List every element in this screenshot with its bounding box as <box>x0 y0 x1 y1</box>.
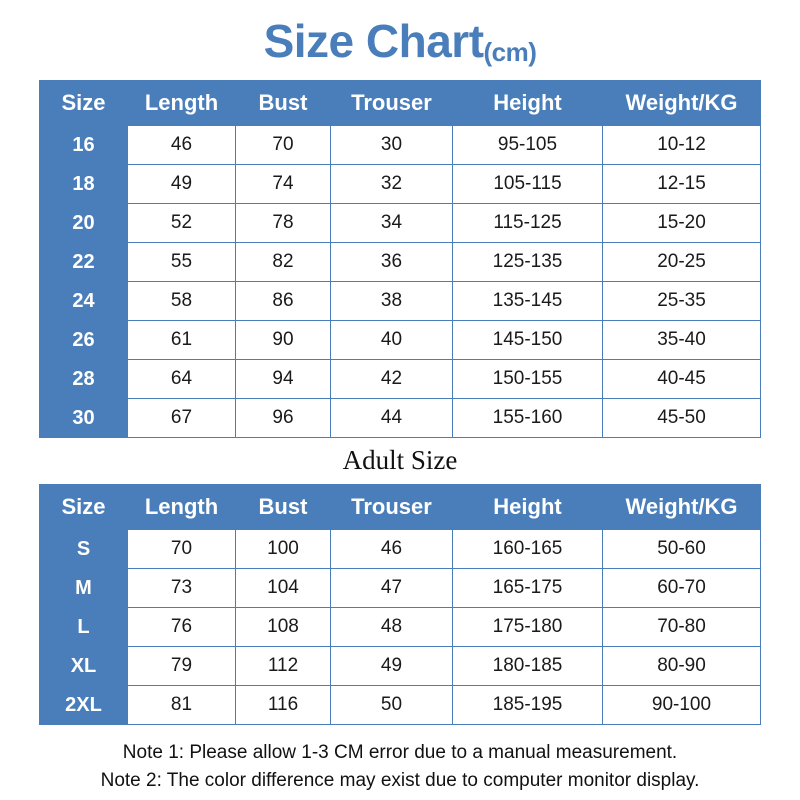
cell-trouser: 46 <box>331 530 453 569</box>
cell-height: 155-160 <box>453 399 603 438</box>
table-header-row <box>40 485 761 530</box>
adult-table-body <box>40 530 761 725</box>
column-header-trouser: Trouser <box>331 485 453 530</box>
adult-size-table-wrapper <box>0 484 800 725</box>
cell-weight: 90-100 <box>603 686 761 725</box>
cell-bust: 90 <box>236 321 331 360</box>
cell-height: 175-180 <box>453 608 603 647</box>
column-header-height: Height <box>453 485 603 530</box>
cell-weight: 12-15 <box>603 165 761 204</box>
cell-trouser: 38 <box>331 282 453 321</box>
cell-bust: 100 <box>236 530 331 569</box>
adult-size-subtitle: Adult Size <box>342 445 458 475</box>
cell-bust: 94 <box>236 360 331 399</box>
cell-length: 81 <box>128 686 236 725</box>
column-header-length: Length <box>128 81 236 126</box>
page-title <box>0 0 800 68</box>
table-row <box>40 686 761 725</box>
cell-length: 55 <box>128 243 236 282</box>
cell-size: 20 <box>40 204 128 243</box>
cell-size: 22 <box>40 243 128 282</box>
cell-height: 185-195 <box>453 686 603 725</box>
table-row <box>40 608 761 647</box>
table-row <box>40 399 761 438</box>
cell-length: 46 <box>128 126 236 165</box>
cell-bust: 74 <box>236 165 331 204</box>
cell-trouser: 49 <box>331 647 453 686</box>
cell-bust: 108 <box>236 608 331 647</box>
cell-length: 52 <box>128 204 236 243</box>
cell-size: XL <box>40 647 128 686</box>
column-header-trouser: Trouser <box>331 81 453 126</box>
cell-weight: 10-12 <box>603 126 761 165</box>
cell-weight: 50-60 <box>603 530 761 569</box>
cell-length: 58 <box>128 282 236 321</box>
cell-trouser: 34 <box>331 204 453 243</box>
column-header-height: Height <box>453 81 603 126</box>
cell-weight: 15-20 <box>603 204 761 243</box>
table-row <box>40 243 761 282</box>
cell-height: 165-175 <box>453 569 603 608</box>
table-row <box>40 282 761 321</box>
cell-weight: 35-40 <box>603 321 761 360</box>
cell-height: 145-150 <box>453 321 603 360</box>
cell-trouser: 42 <box>331 360 453 399</box>
cell-weight: 80-90 <box>603 647 761 686</box>
cell-bust: 96 <box>236 399 331 438</box>
cell-length: 49 <box>128 165 236 204</box>
cell-size: 26 <box>40 321 128 360</box>
notes-section <box>0 739 800 794</box>
cell-trouser: 50 <box>331 686 453 725</box>
table-row <box>40 204 761 243</box>
cell-weight: 60-70 <box>603 569 761 608</box>
cell-height: 150-155 <box>453 360 603 399</box>
cell-height: 125-135 <box>453 243 603 282</box>
cell-size: M <box>40 569 128 608</box>
adult-table-header <box>40 485 761 530</box>
cell-trouser: 44 <box>331 399 453 438</box>
cell-length: 64 <box>128 360 236 399</box>
column-header-size: Size <box>40 485 128 530</box>
column-header-bust: Bust <box>236 81 331 126</box>
cell-height: 105-115 <box>453 165 603 204</box>
table-header-row <box>40 81 761 126</box>
cell-height: 180-185 <box>453 647 603 686</box>
column-header-weight: Weight/KG <box>603 81 761 126</box>
column-header-weight: Weight/KG <box>603 485 761 530</box>
table-row <box>40 647 761 686</box>
table-row <box>40 530 761 569</box>
page-title-main: Size Chart <box>263 15 484 67</box>
cell-size: 30 <box>40 399 128 438</box>
cell-weight: 20-25 <box>603 243 761 282</box>
cell-length: 67 <box>128 399 236 438</box>
cell-bust: 82 <box>236 243 331 282</box>
cell-weight: 25-35 <box>603 282 761 321</box>
cell-bust: 116 <box>236 686 331 725</box>
cell-trouser: 40 <box>331 321 453 360</box>
cell-weight: 45-50 <box>603 399 761 438</box>
cell-size: 2XL <box>40 686 128 725</box>
cell-trouser: 32 <box>331 165 453 204</box>
cell-trouser: 48 <box>331 608 453 647</box>
cell-bust: 86 <box>236 282 331 321</box>
cell-size: L <box>40 608 128 647</box>
cell-bust: 112 <box>236 647 331 686</box>
kids-table-body <box>40 126 761 438</box>
cell-length: 73 <box>128 569 236 608</box>
cell-size: 16 <box>40 126 128 165</box>
cell-height: 95-105 <box>453 126 603 165</box>
table-row <box>40 165 761 204</box>
cell-size: S <box>40 530 128 569</box>
table-row <box>40 569 761 608</box>
cell-height: 135-145 <box>453 282 603 321</box>
column-header-length: Length <box>128 485 236 530</box>
cell-length: 76 <box>128 608 236 647</box>
note-line-1: Note 1: Please allow 1-3 CM error due to a manual measurement. <box>122 742 678 763</box>
cell-size: 24 <box>40 282 128 321</box>
table-row <box>40 321 761 360</box>
note-line-2: Note 2: The color difference may exist due to computer monitor display. <box>100 769 700 791</box>
column-header-bust: Bust <box>236 485 331 530</box>
column-header-size: Size <box>40 81 128 126</box>
table-row <box>40 126 761 165</box>
cell-trouser: 36 <box>331 243 453 282</box>
cell-size: 18 <box>40 165 128 204</box>
table-row <box>40 360 761 399</box>
cell-height: 115-125 <box>453 204 603 243</box>
cell-size: 28 <box>40 360 128 399</box>
kids-size-table-wrapper <box>0 80 800 438</box>
adult-size-table <box>39 484 761 725</box>
cell-length: 70 <box>128 530 236 569</box>
cell-length: 79 <box>128 647 236 686</box>
cell-bust: 70 <box>236 126 331 165</box>
cell-length: 61 <box>128 321 236 360</box>
cell-height: 160-165 <box>453 530 603 569</box>
cell-weight: 40-45 <box>603 360 761 399</box>
cell-trouser: 47 <box>331 569 453 608</box>
page-title-unit: (cm) <box>483 37 537 67</box>
cell-trouser: 30 <box>331 126 453 165</box>
cell-weight: 70-80 <box>603 608 761 647</box>
cell-bust: 78 <box>236 204 331 243</box>
kids-table-header <box>40 81 761 126</box>
kids-size-table <box>39 80 761 438</box>
cell-bust: 104 <box>236 569 331 608</box>
